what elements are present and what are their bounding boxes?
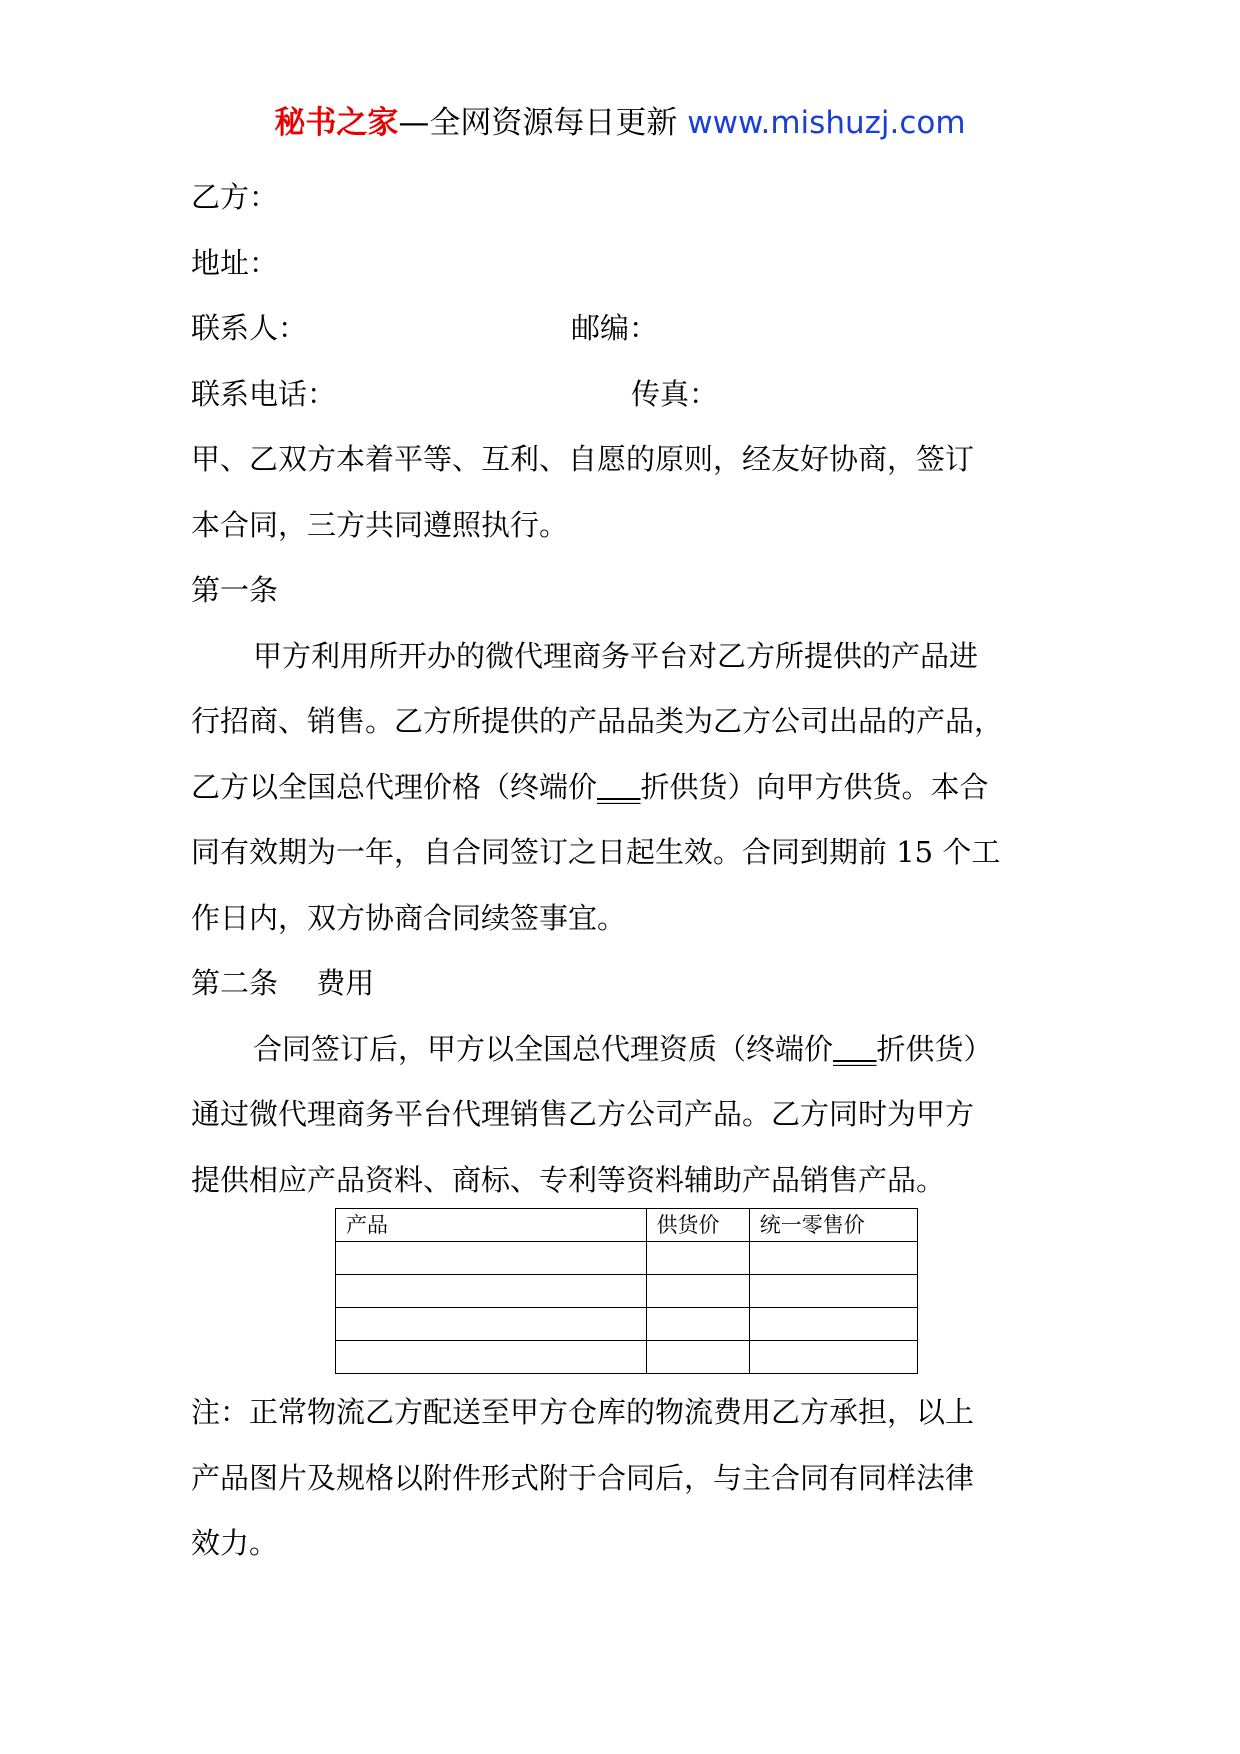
article-2-title: 第二条 费用 bbox=[191, 966, 375, 1000]
table-row bbox=[336, 1275, 918, 1308]
note-section bbox=[191, 1380, 1051, 1577]
table-cell bbox=[749, 1242, 917, 1275]
note-line: 产品图片及规格以附件形式附于合同后，与主合同有同样法律 bbox=[191, 1460, 975, 1495]
brand-name: 秘书之家 bbox=[274, 105, 399, 141]
table-cell bbox=[336, 1341, 647, 1374]
table-cell bbox=[646, 1242, 749, 1275]
phone-label: 联系电话： bbox=[191, 376, 337, 411]
column-header-supply-price: 供货价 bbox=[646, 1209, 749, 1242]
party-b-label: 乙方： bbox=[191, 180, 279, 214]
fax-label: 传真： bbox=[631, 376, 719, 411]
table-cell bbox=[749, 1308, 917, 1341]
intro-line: 本合同，三方共同遵照执行。 bbox=[191, 507, 569, 542]
party-b-line bbox=[191, 165, 1051, 231]
contact-person-label: 联系人： bbox=[191, 311, 308, 345]
article-1-title: 第一条 bbox=[191, 573, 279, 607]
discount-blank: ___ bbox=[833, 1031, 877, 1066]
article-1-line: 同有效期为一年，自合同签订之日起生效。合同到期前 15 个工 bbox=[191, 835, 1001, 869]
article-2-line: 提供相应产品资料、商标、专利等资料辅助产品销售产品。 bbox=[191, 1162, 946, 1197]
table-cell bbox=[336, 1242, 647, 1275]
table-cell bbox=[336, 1308, 647, 1341]
postcode-label: 邮编： bbox=[571, 311, 659, 345]
contract-body bbox=[191, 165, 1051, 1213]
table-cell bbox=[749, 1341, 917, 1374]
article-1-line: 行招商、销售。乙方所提供的产品品类为乙方公司出品的产品， bbox=[191, 704, 1004, 738]
contact-line bbox=[191, 296, 1051, 362]
table-cell bbox=[646, 1275, 749, 1308]
table-header-row bbox=[336, 1209, 918, 1242]
site-url-link[interactable]: www.mishuzj.com bbox=[687, 105, 966, 141]
table-cell bbox=[336, 1275, 647, 1308]
discount-blank: ___ bbox=[597, 769, 641, 804]
address-line bbox=[191, 231, 1051, 297]
site-header bbox=[0, 98, 1240, 148]
column-header-retail-price: 统一零售价 bbox=[749, 1209, 917, 1242]
table-row bbox=[336, 1308, 918, 1341]
phone-line bbox=[191, 362, 1051, 428]
article-1-text: 乙方以全国总代理价格（终端价 bbox=[191, 769, 598, 804]
table-row bbox=[336, 1341, 918, 1374]
table-cell bbox=[646, 1308, 749, 1341]
column-header-product: 产品 bbox=[336, 1209, 647, 1242]
table-cell bbox=[646, 1341, 749, 1374]
article-2-line bbox=[191, 1017, 1051, 1083]
intro-line: 甲、乙双方本着平等、互利、自愿的原则，经友好协商，签订 bbox=[191, 442, 975, 476]
note-line: 效力。 bbox=[191, 1526, 279, 1560]
table-row bbox=[336, 1242, 918, 1275]
article-1-line: 甲方利用所开办的微代理商务平台对乙方所提供的产品进 bbox=[253, 638, 979, 673]
article-1-line bbox=[191, 755, 1051, 821]
article-2-line: 通过微代理商务平台代理销售乙方公司产品。乙方同时为甲方 bbox=[191, 1097, 975, 1131]
article-2-text: 折供货） bbox=[876, 1031, 993, 1066]
address-label: 地址： bbox=[191, 245, 279, 280]
table-cell bbox=[749, 1275, 917, 1308]
price-table bbox=[335, 1208, 918, 1374]
site-slogan: —全网资源每日更新 bbox=[398, 105, 678, 141]
article-1-text: 折供货）向甲方供货。本合 bbox=[640, 769, 989, 804]
note-line: 注：正常物流乙方配送至甲方仓库的物流费用乙方承担，以上 bbox=[191, 1395, 975, 1429]
article-2-text: 合同签订后，甲方以全国总代理资质（终端价 bbox=[253, 1031, 834, 1066]
article-1-line: 作日内，双方协商合同续签事宜。 bbox=[191, 900, 627, 935]
